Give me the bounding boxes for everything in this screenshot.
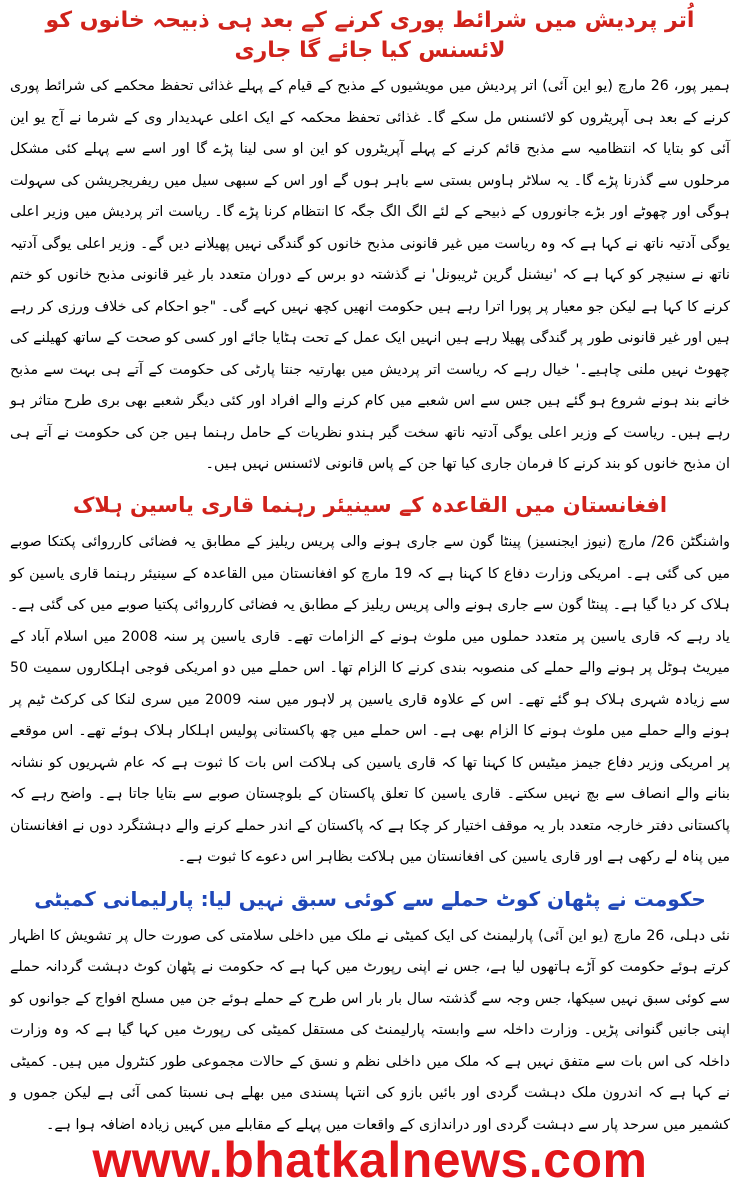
- article-slaughterhouse-licenses: [10, 6, 730, 481]
- website-url: www.bhatkalnews.com: [92, 1132, 648, 1188]
- article-body: واشنگٹن 26/ مارچ (نیوز ایجنسیز) پینٹا گون سے جاری ہونے والی پریس ریلیز کے مطابق یہ فضائی کارروائی پکتکا صوبے میں کی گئی ہے۔ امریکی وزارت دفاع کا کہنا ہے کہ 19 مارچ کو افغانستان میں القاعدہ کے سینیئر رہنما قاری یاسین کو ہلاک کر دیا گیا ہے۔ پینٹا گون سے جاری ہونے والی پریس ریلیز کے مطابق یہ فضائی کارروائی پکتیا صوبے میں کی گئی ہے۔ یاد رہے کہ قاری یاسین پر متعدد حملوں میں ملوث ہونے کے الزامات تھے۔ قاری یاسین پر سنہ 2008 میں اسلام آباد کے میریٹ ہوٹل پر ہونے والے حملے کی منصوبہ بندی کرنے کا الزام تھا۔ اس حملے میں دو امریکی فوجی اہلکاروں سمیت 50 سے زیادہ شہری ہلاک ہو گئے تھے۔ اس کے علاوہ قاری یاسین پر لاہور میں سنہ 2009 میں سری لنکا کی کرکٹ ٹیم پر ہونے والے حملے میں ملوث ہونے کا الزام بھی ہے۔ اس حملے میں چھ پاکستانی پولیس اہلکار ہلاک ہوئے تھے۔ اس موقعے پر امریکی وزیر دفاع جیمز میٹیس کا کہنا تھا کہ قاری یاسین کی ہلاکت اس بات کا ثبوت ہے کہ عام شہریوں کو نشانہ بنانے والے انصاف سے بچ نہیں سکتے۔ قاری یاسین کا تعلق پاکستان کے بلوچستان صوبے سے بتایا جاتا ہے۔ واضح رہے کہ پاکستانی دفتر خارجہ متعدد بار یہ موقف اختیار کر چکا ہے کہ پاکستان کے اندر حملے کرنے والے دہشتگرد دوں نے افغانستان میں پناہ لے رکھی ہے اور قاری یاسین کی افغانستان میں ہلاکت بظاہر اس دعوے کا ثبوت ہے۔: [10, 534, 731, 866]
- article-qari-yasin: [10, 491, 730, 874]
- article-headline: حکومت نے پٹھان کوٹ حملے سے کوئی سبق نہیں لیا: پارلیمانی کمیٹی: [34, 886, 706, 911]
- article-body: ہمیر پور، 26 مارچ (یو این آئی) اتر پردیش میں مویشیوں کے مذبح کے قیام کے پہلے غذائی تحفظ محکمے کی شرائط پوری کرنے کے بعد ہی آپریٹروں کو لائسنس مل سکے گا۔ غذائی تحفظ محکمہ کے ایک اعلی عہدیدار وی کے شرما نے آج یو این آئی کو بتایا کہ انتظامیہ سے مذبح قائم کرنے کے پہلے آپریٹروں کو این او سی لینا پڑے گا اور اسے سے پہلے کئی مشکل مرحلوں سے گذرنا پڑے گا۔ یہ سلاٹر ہاوس بستی سے باہر ہوں گے اور اس کے سبھی سیل میں ریفریجریشن کی سہولت ہوگی اور چھوٹے اور بڑے جانوروں کے ذبیحے کے لئے الگ الگ جگہ کا انتظام کرنا پڑے گا۔ ریاست اتر پردیش میں وزیر اعلی یوگی آدتیہ ناتھ نے کہا ہے کہ وہ ریاست میں غیر قانونی مذبح خانوں کو گندگی نہیں پھیلانے دیں گے۔ وزیر اعلی یوگی آدتیہ ناتھ نے سنیچر کو کہا ہے کہ 'نیشنل گرین ٹریبونل' نے گذشتہ دو برس کے دوران متعدد بار غیر قانونی مذبح خانوں کو ختم کرنے کا کہا ہے لیکن جو معیار پر پورا اترا رہے ہیں حکومت انھیں کچھ نہیں کہے گی۔ "جو احکام کی خلاف ورزی کر رہے ہیں اور غیر قانونی طور پر گندگی پھیلا رہے ہیں انہیں ایک عمل کے تحت ہٹایا جائے اور کسی کو صحت کے ساتھ کھیلنے کی چھوٹ نہیں ملنی چاہیے۔' خیال رہے کہ ریاست اتر پردیش میں بھارتیہ جنتا پارٹی کی حکومت کے آتے ہی بہت سے مذبح خانے بند ہونے شروع ہو گئے ہیں جس سے اس شعبے میں کام کرنے والے افراد اور کئی دیگر شعبے بھی بری طرح متاثر ہو رہے ہیں۔ ریاست کے وزیر اعلی یوگی آدتیہ ناتھ سخت گیر ہندو نظریات کے حامل رہنما ہیں جن کی حکومت نے آتے ہی ان مذبح خانوں کو بند کرنے کا فرمان جاری کیا تھا جن کے پاس قانونی لائسنس نہیں ہیں۔: [10, 78, 730, 473]
- article-headline: اُتر پردیش میں شرائط پوری کرنے کے بعد ہی ذبیحہ خانوں کو لائسنس کیا جائے گا جاری: [45, 8, 695, 63]
- article-pathankot-committee: [10, 886, 730, 1142]
- article-headline: افغانستان میں القاعدہ کے سینیئر رہنما قاری یاسین ہلاک: [72, 492, 668, 517]
- article-body: نئی دہلی، 26 مارچ (یو این آئی) پارلیمنٹ کی ایک کمیٹی نے ملک میں داخلی سلامتی کی صورت حال پر تشویش کا اظہار کرتے ہوئے حکومت کو آڑے ہاتھوں لیا ہے، جس نے اپنی رپورٹ میں کہا ہے کہ حکومت نے پٹھان کوٹ دہشت گردانہ حملے سے کوئی سبق نہیں سیکھا، جس وجہ سے گذشتہ سال بار بار اس طرح کے حملے ہوئے جن میں مسلح افواج کے جوانوں کو اپنی جانیں گنوانی پڑیں۔ وزارت داخلہ سے وابستہ پارلیمنٹ کی مستقل کمیٹی کی رپورٹ میں کہا گیا ہے کہ وہ وزارت داخلہ کی اس بات سے متفق نہیں ہے کہ ملک میں داخلی نظم و نسق کے حالات مجموعی طور کنٹرول میں ہیں۔ کمیٹی نے کہا ہے کہ اندرون ملک دہشت گردی اور بائیں بازو کی انتہا پسندی میں بھلے ہی نسبتا کمی آئی ہے لیکن جموں و کشمیر میں سرحد پار سے دہشت گردی اور دراندازی کے واقعات میں پہلے کے مقابلے میں کہیں زیادہ اضافہ ہوا ہے۔: [10, 927, 730, 1133]
